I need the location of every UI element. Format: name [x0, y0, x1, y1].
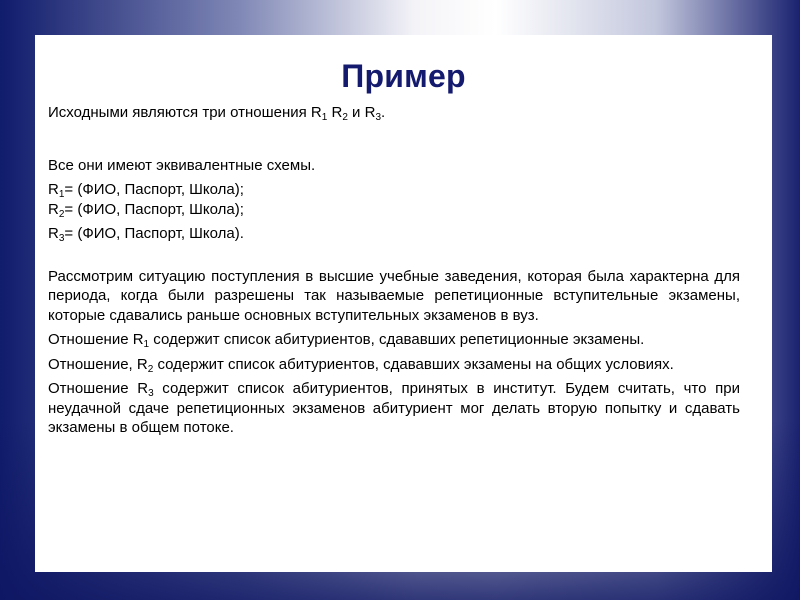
description-r1: Отношение $R_1$ содержит список абитуриентов, сдававших репетиционные экзамены.	[48, 331, 645, 350]
description-r2: Отношение, $R_2$ содержит список абитуриентов, сдававших экзамены на общих условиях.	[48, 355, 674, 375]
relation-r1: $R_1= (ФИО$, Паспорт, Школа);	[48, 181, 244, 200]
description-r3: Отношение $R_3$ содержит список абитуриентов, принятых в институт. Будем считать, что при неудачной сдаче репетиционных экзаменов абитуриент мог делать вторую попытку и сдавать экзамены в общем потоке.	[48, 380, 740, 436]
relation-r3: $R_3= (ФИО$, Паспорт, Школа).	[48, 225, 244, 244]
intro-paragraph: Исходными являются три отношения $R_1$ $R_2$ и $R_3$.	[48, 104, 386, 123]
slide-title: Пример	[341, 58, 466, 94]
situation-paragraph: Рассмотрим ситуацию поступления в высшие учебные заведения, которая была характерна для периода, когда были разрешены так называемые репетиционные вступительные экзамены, которые сдавались раньше основных вступительных экзаменов в вуз.	[48, 267, 740, 324]
schemes-intro: Все они имеют эквивалентные схемы.	[48, 156, 316, 174]
slide-panel	[35, 35, 772, 572]
relation-r2: $R_2= (ФИО$, Паспорт, Школа);	[48, 200, 244, 220]
slide-content	[48, 103, 740, 438]
